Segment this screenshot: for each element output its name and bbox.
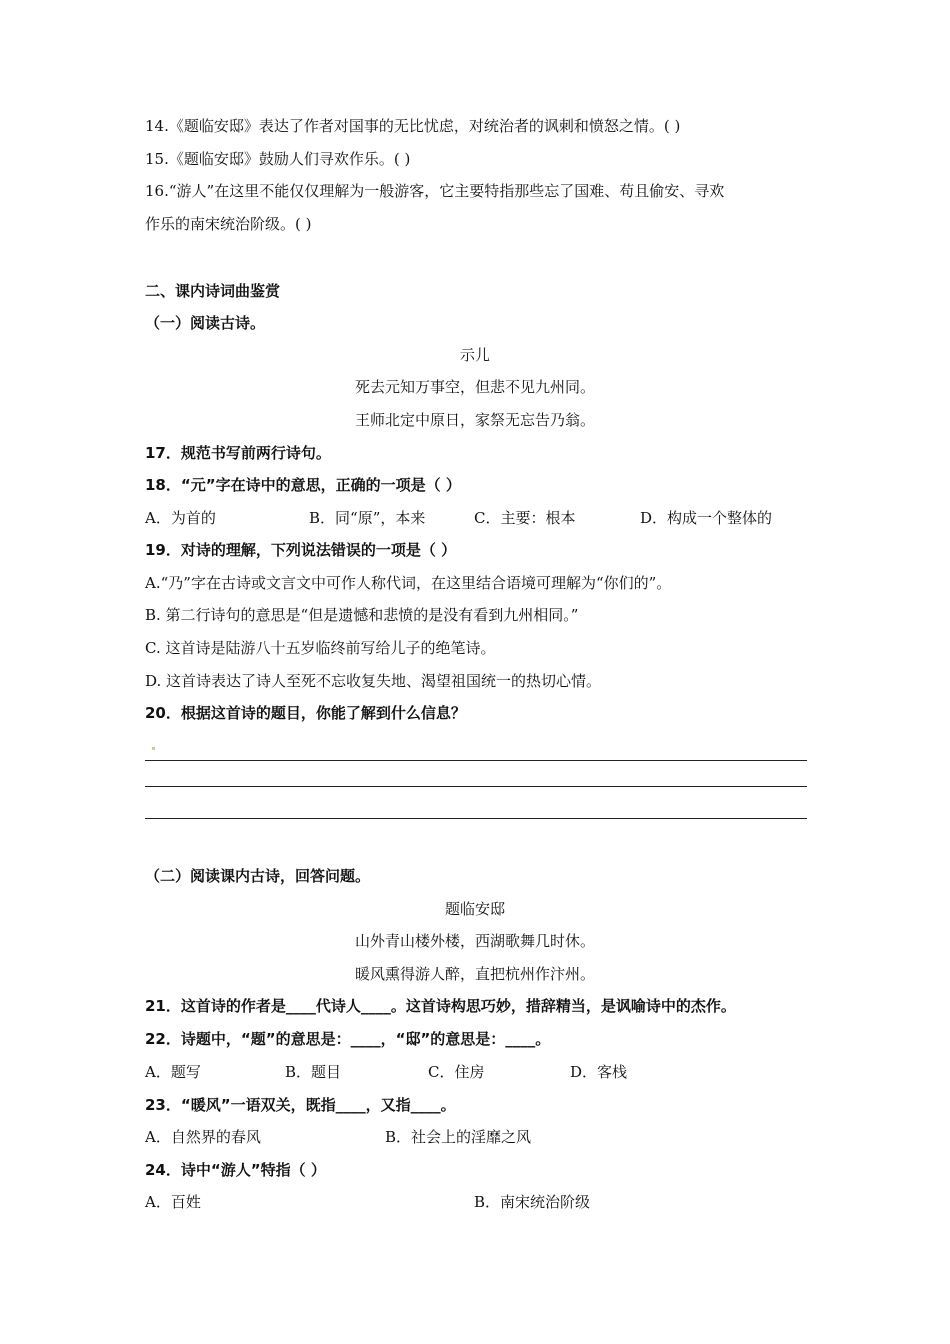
question-19: 19．对诗的理解，下列说法错误的一项是（ ） [145,541,457,559]
answer-line-3[interactable] [145,818,807,819]
answer-mark [152,747,155,750]
answer-line-1[interactable] [145,760,807,761]
question-17: 17．规范书写前两行诗句。 [145,444,331,462]
question-24: 24．诗中“游人”特指（ ） [145,1161,326,1179]
poem-2-line-2: 暖风熏得游人醉，直把杭州作汴州。 [354,965,595,983]
question-16-line-2: 作乐的南宋统治阶级。( ) [145,215,312,233]
q19-option-c: C. 这首诗是陆游八十五岁临终前写给儿子的绝笔诗。 [145,639,496,657]
q19-option-d: D. 这首诗表达了诗人至死不忘收复失地、渴望祖国统一的热切心情。 [145,672,602,690]
q19-option-b: B. 第二行诗句的意思是“但是遗憾和悲愤的是没有看到九州相同。” [145,606,579,624]
question-14: 14.《题临安邸》表达了作者对国事的无比忧虑，对统治者的讽刺和愤怒之情。( ) [145,117,681,135]
question-21: 21．这首诗的作者是____代诗人____。这首诗构思巧妙，措辞精当，是讽喻诗中的杰作。 [145,997,736,1015]
q22-option-c: C．住房 [428,1063,485,1081]
section-2-title: 二、课内诗词曲鉴赏 [145,282,281,300]
q18-option-b: B．同“原”，本来 [309,509,426,527]
q24-option-a: A．百姓 [145,1193,201,1211]
question-16-line-1: 16.“游人”在这里不能仅仅理解为一般游客，它主要特指那些忘了国难、苟且偷安、寻欢 [145,182,725,200]
poem-1-title: 示儿 [459,346,490,364]
poem-1-line-2: 王师北定中原日，家祭无忘告乃翁。 [354,411,595,429]
question-15: 15.《题临安邸》鼓励人们寻欢作乐。( ) [145,150,411,168]
q23-option-b: B．社会上的淫靡之风 [385,1128,532,1146]
answer-line-2[interactable] [145,786,807,787]
question-20: 20．根据这首诗的题目，你能了解到什么信息？ [145,704,466,722]
q19-option-a: A.“乃”字在古诗或文言文中可作人称代词，在这里结合语境可理解为“你们的”。 [145,574,672,592]
q22-option-b: B．题目 [285,1063,342,1081]
q18-option-d: D．构成一个整体的 [640,509,773,527]
question-23: 23．“暖风”一语双关，既指____，又指____。 [145,1096,456,1114]
poem-2-title: 题临安邸 [444,900,505,918]
q24-option-b: B．南宋统治阶级 [474,1193,591,1211]
q22-option-a: A．题写 [145,1063,201,1081]
poem-2-line-1: 山外青山楼外楼，西湖歌舞几时休。 [354,932,595,950]
question-18: 18．“元”字在诗中的意思，正确的一项是（ ） [145,476,461,494]
q23-option-a: A．自然界的春风 [145,1128,261,1146]
q18-option-a: A．为首的 [145,509,216,527]
q22-option-d: D．客栈 [570,1063,628,1081]
question-22: 22．诗题中，“题”的意思是：____，“邸”的意思是：____。 [145,1030,551,1048]
part-1-title: （一）阅读古诗。 [145,314,266,332]
part-2-title: （二）阅读课内古诗，回答问题。 [145,867,371,885]
q18-option-c: C．主要：根本 [474,509,576,527]
poem-1-line-1: 死去元知万事空，但悲不见九州同。 [354,378,595,396]
